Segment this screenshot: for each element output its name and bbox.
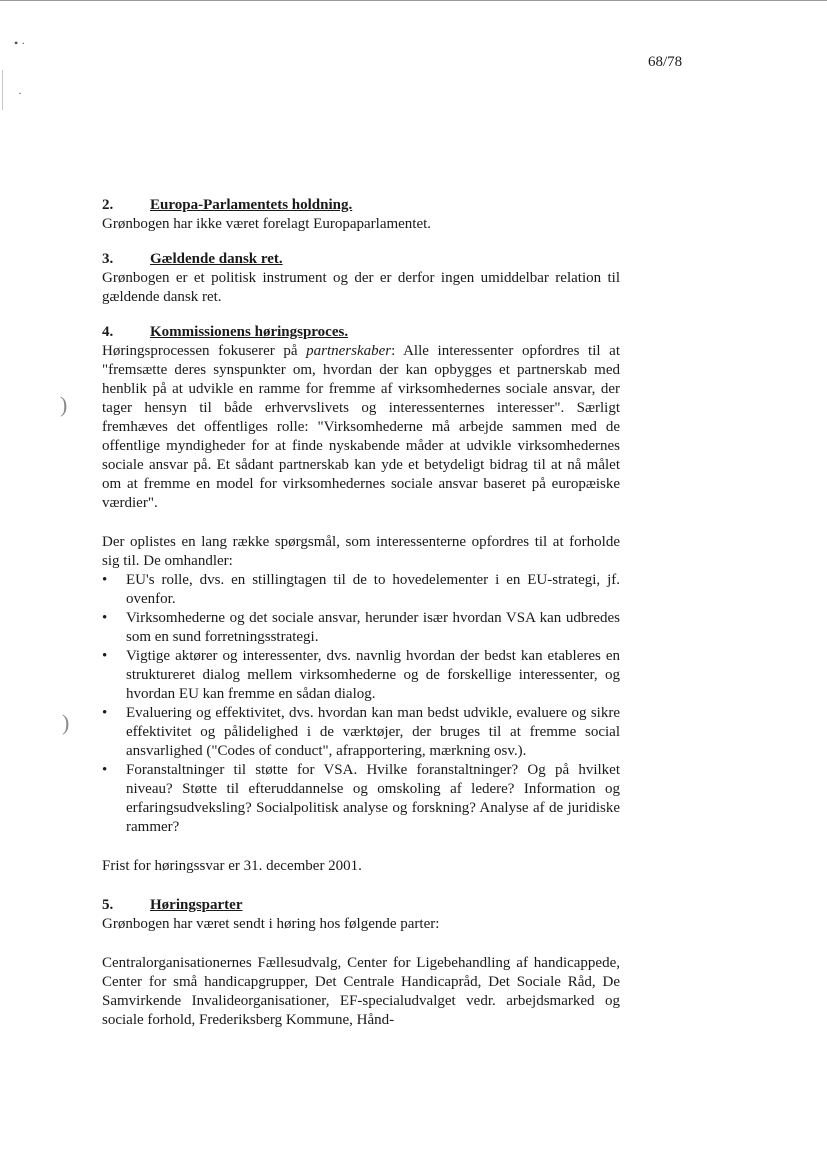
list-item	[102, 761, 620, 837]
scan-speck: ·	[18, 86, 22, 100]
paragraph-text: : Alle interessenter opfordres til at "fremsætte deres synspunkter om, hvordan der kan opbygges et partnerskab med henblik på at udvikle en ramme for fremme af virksomhedernes sociale ansvar, der tager hensyn til både erhvervslivets og interessenternes interesser". Særligt fremhæves det offentliges rolle: "Virksomhederne må arbejde sammen med de offentlige myndigheder for at finde nyskabende måder at udvikle virksomhedernes sociale ansvar på. Et sådant partnerskab kan yde et betydeligt bidrag til at nå målet om at fremme en model for virksomhedernes sociale ansvar baseret på europæiske værdier".	[102, 343, 620, 511]
paragraph: Grønbogen er et politisk instrument og der er derfor ingen umiddelbar relation til gældende dansk ret.	[102, 270, 620, 305]
bullet-icon: •	[102, 610, 108, 626]
bullet-icon: •	[102, 762, 108, 778]
punch-hole-mark: )	[60, 392, 68, 417]
section-number: 4.	[102, 324, 114, 340]
section-number: 2.	[102, 197, 114, 213]
paragraph: Frist for høringssvar er 31. december 2001.	[102, 858, 362, 874]
paragraph: Centralorganisationernes Fællesudvalg, Center for Ligebehandling af handicappede, Center for små handicapgrupper, Det Centrale Handicapråd, Det Sociale Råd, De Samvirkende Invalideorganisationer, EF-specialudvalget vedr. arbejdsmarked og sociale forhold, Frederiksberg Kommune, Hånd-	[102, 955, 620, 1028]
section-title: Kommissionens høringsproces.	[150, 324, 349, 340]
list-item-text: Virksomhederne og det sociale ansvar, herunder især hvordan VSA kan udbredes som en sund forretningsstrategi.	[126, 610, 620, 645]
paragraph-text: Høringsprocessen fokuserer på	[102, 343, 307, 359]
list-item	[102, 647, 620, 704]
section-title: Europa-Parlamentets holdning.	[150, 197, 353, 213]
list-item-text: Foranstaltninger til støtte for VSA. Hvilke foranstaltninger? Og på hvilket niveau? Støtte til efteruddannelse og omskoling af ledere? Information og erfaringsudveksling? Socialpolitisk analyse og forskning? Analyse af de juridiske rammer?	[126, 762, 620, 835]
section-heading	[102, 896, 620, 915]
paragraph: Grønbogen har været sendt i høring hos følgende parter:	[102, 916, 440, 932]
list-item	[102, 609, 620, 647]
section-title: Gældende dansk ret.	[150, 251, 283, 267]
bullet-icon: •	[102, 648, 108, 664]
list-item	[102, 571, 620, 609]
list-item-text: Evaluering og effektivitet, dvs. hvordan kan man bedst udvikle, evaluere og sikre effektivitet og pålidelighed i de værktøjer, der bruges til at fremme social ansvarlighed ("Codes of conduct", afrapportering, mærkning osv.).	[126, 705, 620, 759]
list-item-text: EU's rolle, dvs. en stillingtagen til de to hovedelementer i en EU-strategi, jf. ovenfor.	[126, 572, 620, 607]
page-number: 68/78	[648, 54, 683, 70]
paragraph: Der oplistes en lang række spørgsmål, som interessenterne opfordres til at forholde sig til. De omhandler:	[102, 534, 620, 569]
paragraph	[102, 342, 620, 513]
section-number: 5.	[102, 897, 114, 913]
scan-margin-line	[2, 70, 3, 110]
section-heading	[102, 250, 620, 269]
document-body	[102, 196, 620, 1030]
section-heading	[102, 323, 620, 342]
paragraph: Grønbogen har ikke været forelagt Europaparlamentet.	[102, 216, 432, 232]
punch-hole-mark: )	[62, 710, 70, 735]
section-title: Høringsparter	[150, 897, 243, 913]
bullet-icon: •	[102, 705, 108, 721]
bullet-list	[102, 571, 620, 837]
list-item	[102, 704, 620, 761]
bullet-icon: •	[102, 572, 108, 588]
list-item-text: Vigtige aktører og interessenter, dvs. navnlig hvordan der bedst kan etableres en struktureret dialog mellem virksomhederne og de forskellige interessenter, og hvordan EU kan fremme en sådan dialog.	[126, 648, 620, 702]
scan-speck: • ·	[14, 36, 26, 50]
section-heading	[102, 196, 620, 215]
scan-edge-line	[0, 0, 827, 1]
paragraph-emphasis: partnerskaber	[306, 343, 392, 359]
section-number: 3.	[102, 251, 114, 267]
